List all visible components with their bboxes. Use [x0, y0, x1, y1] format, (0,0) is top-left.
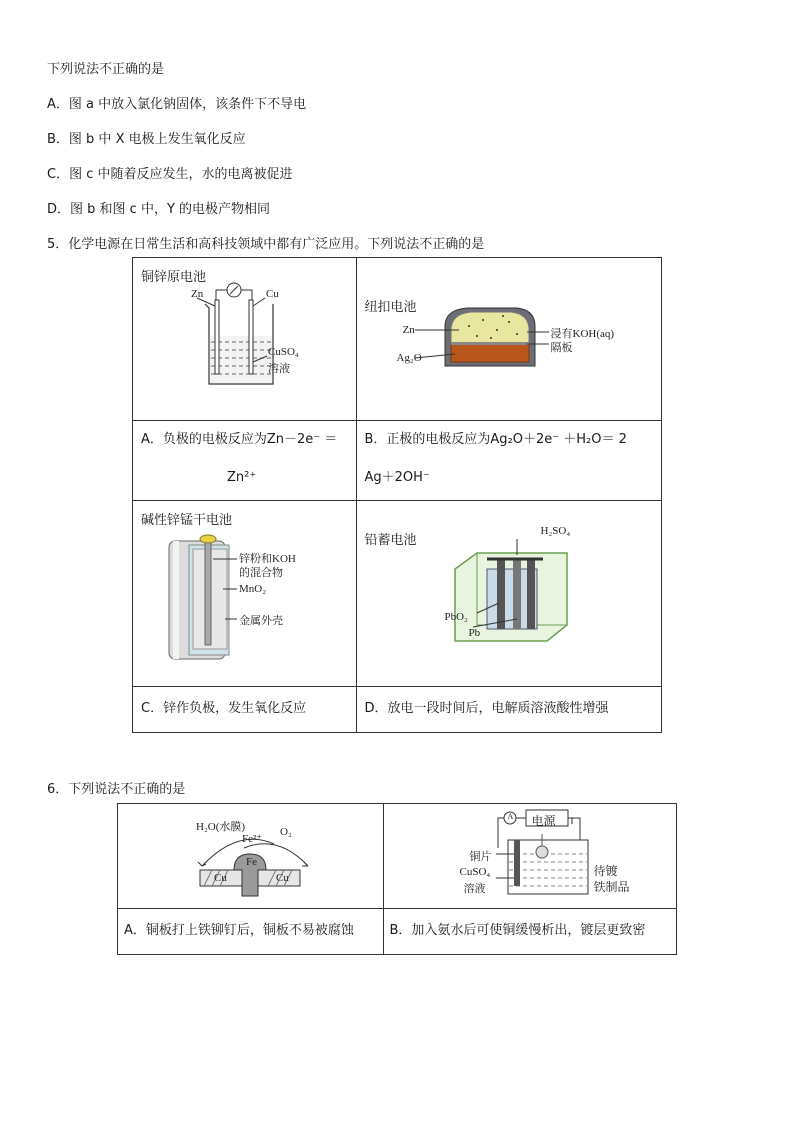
- cuso4-label: CuSO₄: [268, 346, 299, 358]
- water-film-label: H₂O(水膜): [196, 821, 246, 833]
- h2so4-label: H₂SO₄: [540, 525, 571, 537]
- cu-label: Cu: [266, 288, 279, 300]
- fe-label: Fe: [246, 856, 257, 868]
- rivet-cell: [118, 804, 384, 909]
- button-cell-diagram: [357, 296, 661, 396]
- question-stem: 下列说法不正确的是: [47, 62, 165, 77]
- plated-item-label-1: 待镀: [593, 864, 618, 878]
- zinc-mix-label-2: 的混合物: [239, 567, 283, 579]
- option-5a-line2: Zn²⁺: [227, 470, 257, 485]
- plating-cell: [383, 804, 677, 909]
- electroplating-diagram: [384, 804, 676, 907]
- option-d: D．图 b 和图 c 中，Y 的电极产物相同: [47, 202, 271, 217]
- cu-zn-cell-diagram: [133, 276, 355, 406]
- pbo2-label: PbO₂: [444, 611, 468, 623]
- solution-label: 溶液: [268, 363, 290, 375]
- copper-sheet-label: 铜片: [469, 851, 492, 863]
- option-5c-cell: [133, 687, 357, 733]
- option-6a: A．铜板打上铁铆钉后，铜板不易被腐蚀: [124, 923, 354, 938]
- cu-right-label: Cu: [276, 872, 289, 884]
- q6-table: [117, 803, 677, 955]
- q5-stem: 5．化学电源在日常生活和高科技领域中都有广泛应用。下列说法不正确的是: [47, 237, 485, 252]
- solution-label: 溶液: [463, 883, 486, 895]
- option-5d-cell: [356, 687, 662, 733]
- lead-title: 铅蓄电池: [364, 533, 417, 548]
- option-5b-line2: Ag＋2OH⁻: [364, 470, 430, 485]
- option-5b-line1: B．正极的电极反应为Ag₂O＋2e⁻ ＋H₂O＝ 2: [364, 432, 627, 447]
- button-title: 纽扣电池: [364, 300, 417, 315]
- ammeter-label: A: [507, 812, 514, 821]
- option-5d: D．放电一段时间后，电解质溶液酸性增强: [364, 701, 609, 716]
- cu-zn-cell: [133, 258, 357, 421]
- alkaline-title: 碱性锌锰干电池: [141, 513, 233, 528]
- fe2-label: Fe²⁺: [242, 833, 263, 845]
- cuso4-label: CuSO₄: [459, 866, 491, 878]
- q5-table: [132, 257, 662, 733]
- pb-label: Pb: [468, 627, 481, 639]
- zinc-mix-label-1: 锌粉和KOH: [239, 553, 296, 565]
- shell-label: 金属外壳: [239, 615, 283, 627]
- option-5a-line1: A．负极的电极反应为Zn－2e⁻ ＝: [141, 432, 338, 447]
- mno2-label: MnO₂: [239, 583, 267, 595]
- button-zn-label: Zn: [402, 324, 415, 336]
- separator-label: 隔板: [550, 342, 573, 354]
- option-5b-cell: [356, 421, 662, 501]
- option-6a-cell: [118, 909, 384, 955]
- cu-left-label: Cu: [214, 872, 227, 884]
- zn-label: Zn: [191, 288, 204, 300]
- q6-stem: 6．下列说法不正确的是: [47, 782, 186, 797]
- option-c: C．图 c 中随着反应发生，水的电离被促进: [47, 167, 293, 182]
- option-6b-cell: [383, 909, 677, 955]
- koh-label: 浸有KOH(aq): [550, 328, 615, 340]
- option-a: A．图 a 中放入氯化钠固体，该条件下不导电: [47, 97, 307, 112]
- alkaline-cell: [133, 501, 357, 687]
- lead-cell: [356, 501, 662, 687]
- option-b: B．图 b 中 X 电极上发生氧化反应: [47, 132, 246, 147]
- option-5a-cell: [133, 421, 357, 501]
- power-label: 电源: [531, 814, 556, 828]
- option-6b: B．加入氨水后可使铜缓慢析出，镀层更致密: [389, 923, 646, 938]
- cu-zn-title: 铜锌原电池: [141, 270, 207, 285]
- button-cell: [356, 258, 662, 421]
- plated-item-label-2: 铁制品: [593, 880, 630, 894]
- lead-battery-diagram: [357, 529, 661, 659]
- option-5c: C．锌作负极，发生氧化反应: [141, 701, 307, 716]
- o2-label: O₂: [280, 826, 292, 838]
- ag2o-label: Ag₂O: [396, 352, 422, 364]
